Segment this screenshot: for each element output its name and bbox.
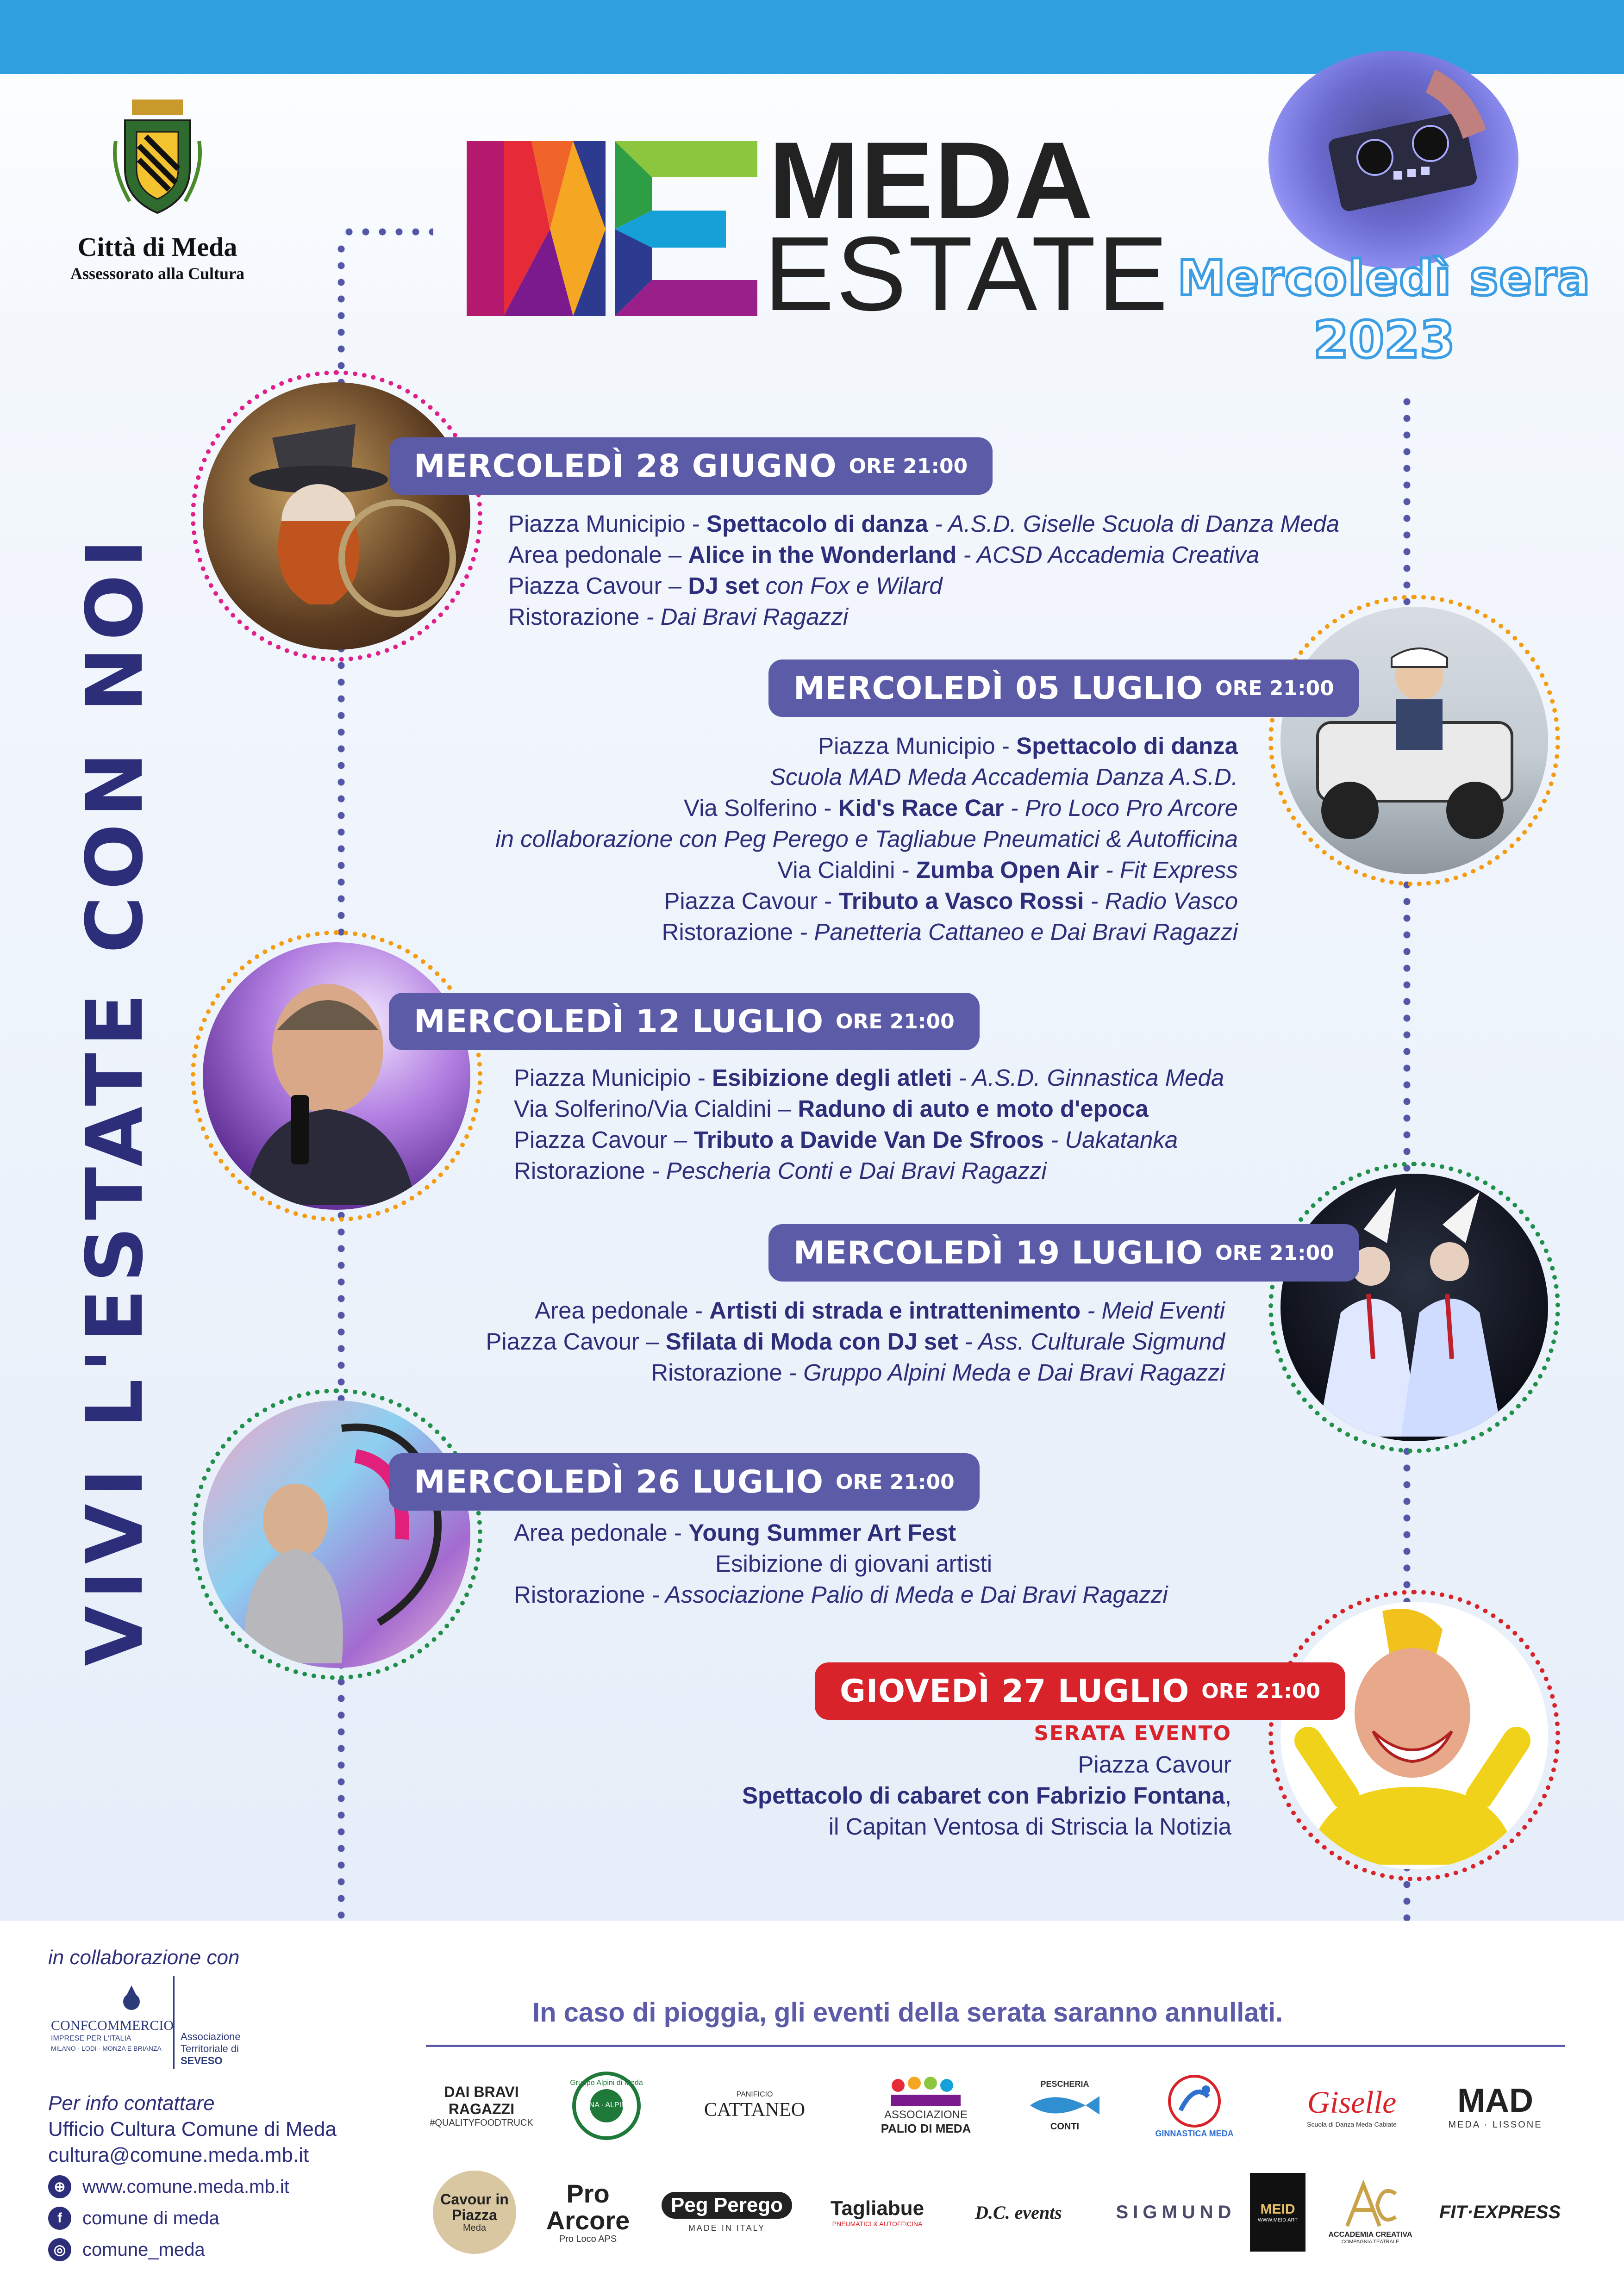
sponsor-palio bbox=[861, 2069, 991, 2143]
place: Via Solferino/Via Cialdini bbox=[514, 1095, 772, 1122]
event-photo-1 bbox=[191, 370, 482, 662]
sep: - bbox=[995, 733, 1017, 759]
sep: - bbox=[1044, 1126, 1065, 1153]
event-date-3 bbox=[389, 993, 980, 1050]
association-city: SEVESO bbox=[181, 2055, 223, 2066]
sponsor-name: MAD bbox=[1457, 2082, 1533, 2119]
info-title: Per info contattare bbox=[48, 2092, 215, 2115]
title: Spettacolo di danza bbox=[1016, 733, 1238, 759]
sep: - bbox=[782, 1359, 804, 1386]
sep: – bbox=[662, 572, 688, 599]
event-time: ORE 21:00 bbox=[1215, 1241, 1334, 1265]
sponsor-meid bbox=[1245, 2171, 1310, 2254]
sponsor-name: Pro Arcore bbox=[546, 2178, 630, 2235]
title: Esibizione degli atleti bbox=[712, 1064, 952, 1091]
sponsor-name: CONTI bbox=[1050, 2122, 1080, 2132]
event-day: MERCOLEDÌ 28 GIUGNO bbox=[414, 448, 837, 485]
place: Ristorazione bbox=[514, 1157, 645, 1184]
sep: - bbox=[639, 604, 661, 630]
organizer: Pescheria Conti e Dai Bravi Ragazzi bbox=[666, 1157, 1047, 1184]
facebook-link[interactable] bbox=[48, 2207, 219, 2230]
wednesday-year: 2023 bbox=[1313, 310, 1455, 369]
sponsor-dai-bravi-ragazzi bbox=[412, 2069, 551, 2143]
detail-line: in collaborazione con Peg Perego e Tagliabue Pneumatici & Autofficina bbox=[495, 826, 1238, 852]
meid-badge bbox=[1250, 2173, 1305, 2252]
detail-line bbox=[514, 1155, 1224, 1186]
detail-line bbox=[486, 1326, 1225, 1357]
website-text: www.comune.meda.mb.it bbox=[82, 2176, 289, 2197]
event-time: ORE 21:00 bbox=[1215, 676, 1334, 700]
detail-line bbox=[495, 792, 1238, 823]
sponsor-name: Gruppo Alpini di Meda bbox=[570, 2079, 643, 2087]
sep: - bbox=[952, 1064, 973, 1091]
sponsor-cavour-in-piazza bbox=[431, 2171, 518, 2254]
event-day: MERCOLEDÌ 05 LUGLIO bbox=[793, 670, 1204, 707]
organizer: Fit Express bbox=[1119, 857, 1238, 883]
confcommercio-area: MILANO · LODI · MONZA E BRIANZA bbox=[51, 2045, 162, 2052]
sponsor-mad bbox=[1440, 2069, 1551, 2143]
instagram-link[interactable] bbox=[48, 2238, 205, 2261]
organizer: Dai Bravi Ragazzi bbox=[660, 604, 849, 630]
sponsor-sigmund bbox=[1106, 2171, 1245, 2254]
place: Piazza Municipio bbox=[508, 510, 686, 537]
place: Ristorazione bbox=[662, 919, 793, 945]
sep: - bbox=[895, 857, 916, 883]
detail-line bbox=[514, 1124, 1224, 1155]
detail-line bbox=[514, 1517, 1168, 1548]
event-day: MERCOLEDÌ 26 LUGLIO bbox=[414, 1463, 824, 1500]
organizer: A.S.D. Giselle Scuola di Danza Meda bbox=[948, 510, 1340, 537]
place: Piazza Municipio bbox=[514, 1064, 691, 1091]
event-day: MERCOLEDÌ 19 LUGLIO bbox=[793, 1234, 1204, 1271]
organizer: Pro Loco Pro Arcore bbox=[1024, 795, 1238, 821]
sponsor-name: GINNASTICA MEDA bbox=[1155, 2128, 1234, 2138]
confcommercio-logo bbox=[48, 1976, 372, 2069]
sponsor-sub: MADE IN ITALY bbox=[688, 2223, 766, 2233]
sep: - bbox=[958, 1328, 979, 1355]
detail-line bbox=[495, 885, 1238, 916]
sponsor-sub: PANIFICIO bbox=[736, 2091, 773, 2098]
organizer: Meid Eventi bbox=[1101, 1297, 1225, 1324]
sponsor-sub: Meda bbox=[462, 2222, 487, 2233]
event-date-4 bbox=[768, 1224, 1359, 1282]
place: Ristorazione bbox=[651, 1359, 782, 1386]
place: Piazza Cavour bbox=[486, 1328, 639, 1355]
sponsor-giselle bbox=[1278, 2069, 1426, 2143]
detail-line: Piazza Cavour bbox=[1078, 1751, 1231, 1778]
wednesday-title: Mercoledì sera bbox=[1177, 250, 1591, 306]
accademia-logo-icon bbox=[1343, 2180, 1398, 2231]
detail-line bbox=[514, 1093, 1224, 1124]
place: Piazza Cavour bbox=[508, 572, 662, 599]
sponsor-conti bbox=[1018, 2069, 1111, 2143]
title: Alice in the Wonderland bbox=[688, 541, 957, 568]
event-photo-3 bbox=[191, 930, 482, 1222]
organizer: Uakatanka bbox=[1065, 1126, 1178, 1153]
city-department: Assessorato alla Cultura bbox=[70, 264, 244, 283]
organizer: Radio Vasco bbox=[1105, 888, 1238, 914]
title: Spettacolo di cabaret con Fabrizio Fontana bbox=[742, 1782, 1225, 1809]
sep: - bbox=[1004, 795, 1025, 821]
globe-icon: ⊕ bbox=[48, 2175, 71, 2198]
timeline-top bbox=[341, 228, 433, 236]
sponsor-sub: PNEUMATICI & AUTOFFICINA bbox=[832, 2220, 923, 2228]
organizer: Gruppo Alpini Meda e Dai Bravi Ragazzi bbox=[803, 1359, 1225, 1386]
sep: - bbox=[817, 795, 838, 821]
organizer: Ass. Culturale Sigmund bbox=[978, 1328, 1225, 1355]
sep: – bbox=[667, 1126, 694, 1153]
sponsor-name: Cavour in Piazza bbox=[440, 2190, 509, 2223]
detail-line bbox=[486, 1295, 1225, 1326]
detail-line bbox=[495, 854, 1238, 885]
event-photo-4 bbox=[1268, 1162, 1560, 1453]
confcommercio-tagline: IMPRESE PER L'ITALIA bbox=[51, 2035, 131, 2042]
title: Kid's Race Car bbox=[838, 795, 1004, 821]
sponsor-fit-express bbox=[1430, 2171, 1569, 2254]
sponsor-name: Tagliabue bbox=[830, 2197, 924, 2220]
city-crest-icon bbox=[111, 100, 204, 220]
info-office: Ufficio Cultura Comune di Meda bbox=[48, 2118, 337, 2140]
event-photo-6 bbox=[1268, 1590, 1560, 1881]
gym-logo-icon bbox=[1162, 2073, 1227, 2129]
place: Via Cialdini bbox=[777, 857, 895, 883]
sep: - bbox=[691, 1064, 712, 1091]
event-date-6 bbox=[815, 1662, 1345, 1720]
sponsor-sub: MEDA · LISSONE bbox=[1448, 2119, 1543, 2130]
place: Area pedonale bbox=[514, 1519, 668, 1546]
sep bbox=[759, 572, 765, 599]
event-day: MERCOLEDÌ 12 LUGLIO bbox=[414, 1003, 824, 1040]
title: Sfilata di Moda con DJ set bbox=[665, 1328, 958, 1355]
sep: - bbox=[1099, 857, 1120, 883]
collaboration-label: in collaborazione con bbox=[48, 1946, 240, 1969]
detail-line bbox=[508, 601, 1339, 632]
event-details-3 bbox=[514, 1062, 1224, 1186]
cavour-badge bbox=[433, 2171, 516, 2254]
city-name: Città di Meda bbox=[77, 232, 237, 262]
sep: - bbox=[928, 510, 949, 537]
sponsor-name: DAI BRAVI RAGAZZI bbox=[444, 2083, 519, 2117]
facebook-icon: f bbox=[48, 2207, 71, 2230]
place: Ristorazione bbox=[514, 1581, 645, 1608]
event-day: GIOVEDÌ 27 LUGLIO bbox=[840, 1673, 1190, 1710]
event-details-2 bbox=[495, 730, 1238, 947]
detail-line bbox=[508, 539, 1339, 570]
event-time: ORE 21:00 bbox=[836, 1009, 955, 1033]
title: DJ set bbox=[688, 572, 759, 599]
logo-meda: MEDA bbox=[768, 119, 1094, 242]
sponsor-sub: ASSOCIAZIONE bbox=[884, 2108, 968, 2121]
title: Young Summer Art Fest bbox=[688, 1519, 956, 1546]
sponsor-sub: Scuola di Danza Meda-Cabiate bbox=[1307, 2120, 1397, 2128]
title: Raduno di auto e moto d'epoca bbox=[798, 1095, 1149, 1122]
place: Area pedonale bbox=[535, 1297, 688, 1324]
place: Piazza Cavour bbox=[514, 1126, 668, 1153]
event-photo-2 bbox=[1268, 595, 1560, 886]
side-slogan: VIVI L'ESTATE CON NOI bbox=[69, 532, 160, 1666]
sponsor-sub: PESCHERIA bbox=[1040, 2079, 1089, 2089]
sponsor-sub: Pro Loco APS bbox=[559, 2234, 617, 2244]
place: Ristorazione bbox=[508, 604, 640, 630]
sponsor-name: D.C. events bbox=[975, 2202, 1062, 2223]
palio-logo-icon bbox=[889, 2076, 963, 2109]
sponsor-name: FIT·EXPRESS bbox=[1439, 2202, 1561, 2222]
instagram-text: comune_meda bbox=[82, 2239, 205, 2260]
place: Piazza Municipio bbox=[818, 733, 995, 759]
dj-photo bbox=[1268, 51, 1518, 268]
sponsor-pro-arcore bbox=[537, 2171, 639, 2254]
sponsor-alpini bbox=[565, 2069, 648, 2143]
sponsor-dc-events bbox=[963, 2171, 1074, 2254]
event-date-1 bbox=[389, 437, 993, 495]
sep: - bbox=[688, 1297, 710, 1324]
sep: – bbox=[771, 1095, 798, 1122]
event-date-2 bbox=[768, 660, 1359, 717]
detail-line bbox=[514, 1579, 1168, 1610]
place: Via Solferino bbox=[683, 795, 818, 821]
title: Artisti di strada e intrattenimento bbox=[709, 1297, 1081, 1324]
sep: – bbox=[639, 1328, 666, 1355]
sep: - bbox=[956, 541, 977, 568]
sponsor-name: SIGMUND bbox=[1116, 2202, 1236, 2222]
sponsor-name: PALIO DI MEDA bbox=[881, 2121, 971, 2135]
event-photo-5 bbox=[191, 1388, 482, 1680]
sep: , bbox=[1224, 1782, 1231, 1809]
detail-line bbox=[514, 1062, 1224, 1093]
detail-line bbox=[508, 570, 1339, 601]
sep: - bbox=[818, 888, 839, 914]
association-label: Associazione Territoriale di bbox=[181, 2031, 241, 2054]
sep: - bbox=[667, 1519, 689, 1546]
title: Tributo a Davide Van De Sfroos bbox=[693, 1126, 1044, 1153]
detail-line bbox=[508, 508, 1339, 539]
sponsor-name: Peg Perego bbox=[662, 2192, 792, 2219]
organizer: con Fox e Wilard bbox=[765, 572, 943, 599]
sep: - bbox=[1084, 888, 1105, 914]
sponsor-cattaneo bbox=[681, 2069, 829, 2143]
sponsor-name: MEID bbox=[1260, 2202, 1295, 2217]
sponsor-tagliabue bbox=[806, 2171, 949, 2254]
confcommercio-name: CONFCOMMERCIO bbox=[51, 2018, 174, 2033]
detail-line bbox=[486, 1357, 1225, 1388]
sponsor-sub: WWW.MEID.ART bbox=[1258, 2217, 1298, 2223]
organizer: ACSD Accademia Creativa bbox=[976, 541, 1260, 568]
sponsor-name: ACCADEMIA CREATIVA bbox=[1328, 2231, 1412, 2239]
sponsor-name: Giselle bbox=[1307, 2084, 1397, 2120]
title: Tributo a Vasco Rossi bbox=[838, 888, 1084, 914]
fish-logo-icon bbox=[1025, 2089, 1104, 2122]
facebook-text: comune di meda bbox=[82, 2208, 219, 2228]
event-date-5 bbox=[389, 1453, 980, 1511]
sponsor-name: CATTANEO bbox=[704, 2099, 806, 2121]
sponsor-ginnastica bbox=[1139, 2069, 1250, 2143]
special-event-tag: SERATA EVENTO bbox=[1034, 1722, 1231, 1745]
event-details-5 bbox=[514, 1517, 1168, 1610]
title: Zumba Open Air bbox=[916, 857, 1099, 883]
event-time: ORE 21:00 bbox=[836, 1470, 955, 1494]
divider bbox=[426, 2045, 1565, 2047]
sep: - bbox=[645, 1157, 666, 1184]
event-details-6 bbox=[742, 1718, 1231, 1842]
website-link[interactable] bbox=[48, 2175, 289, 2198]
logo-estate: ESTATE bbox=[764, 215, 1170, 333]
detail-line: Scuola MAD Meda Accademia Danza A.S.D. bbox=[770, 764, 1238, 790]
sep: – bbox=[662, 541, 688, 568]
instagram-icon: ◎ bbox=[48, 2238, 71, 2261]
event-details-1 bbox=[508, 508, 1339, 632]
sponsor-accademia-creativa bbox=[1319, 2171, 1421, 2254]
sponsor-peg-perego bbox=[657, 2171, 796, 2254]
place: Area pedonale bbox=[508, 541, 662, 568]
sep: - bbox=[645, 1581, 665, 1608]
place: Piazza Cavour bbox=[664, 888, 818, 914]
sep: - bbox=[685, 510, 707, 537]
detail-line bbox=[495, 730, 1238, 761]
subtitle: Esibizione di giovani artisti bbox=[715, 1550, 993, 1577]
event-time: ORE 21:00 bbox=[1201, 1679, 1320, 1703]
sponsor-sub: #QUALITYFOODTRUCK bbox=[430, 2117, 533, 2128]
organizer: A.S.D. Ginnastica Meda bbox=[972, 1064, 1224, 1091]
organizer: Associazione Palio di Meda e Dai Bravi Ragazzi bbox=[665, 1581, 1168, 1608]
sponsor-sub: COMPAGNIA TEATRALE bbox=[1341, 2239, 1399, 2245]
detail-line: il Capitan Ventosa di Striscia la Notizia bbox=[828, 1813, 1231, 1840]
info-email[interactable]: cultura@comune.meda.mb.it bbox=[48, 2144, 309, 2166]
sponsor-sub: ANA · ALPINI bbox=[584, 2101, 629, 2109]
meda-estate-logo-icon bbox=[467, 141, 757, 316]
detail-line bbox=[514, 1548, 1168, 1579]
detail-line bbox=[495, 916, 1238, 947]
sep: - bbox=[1081, 1297, 1102, 1324]
sep: - bbox=[793, 919, 814, 945]
title: Spettacolo di danza bbox=[706, 510, 928, 537]
rain-notice: In caso di pioggia, gli eventi della serata saranno annullati. bbox=[532, 1997, 1283, 2028]
event-details-4 bbox=[486, 1295, 1225, 1388]
organizer: Panetteria Cattaneo e Dai Bravi Ragazzi bbox=[814, 919, 1238, 945]
event-time: ORE 21:00 bbox=[849, 454, 968, 478]
detail-line bbox=[742, 1780, 1231, 1811]
